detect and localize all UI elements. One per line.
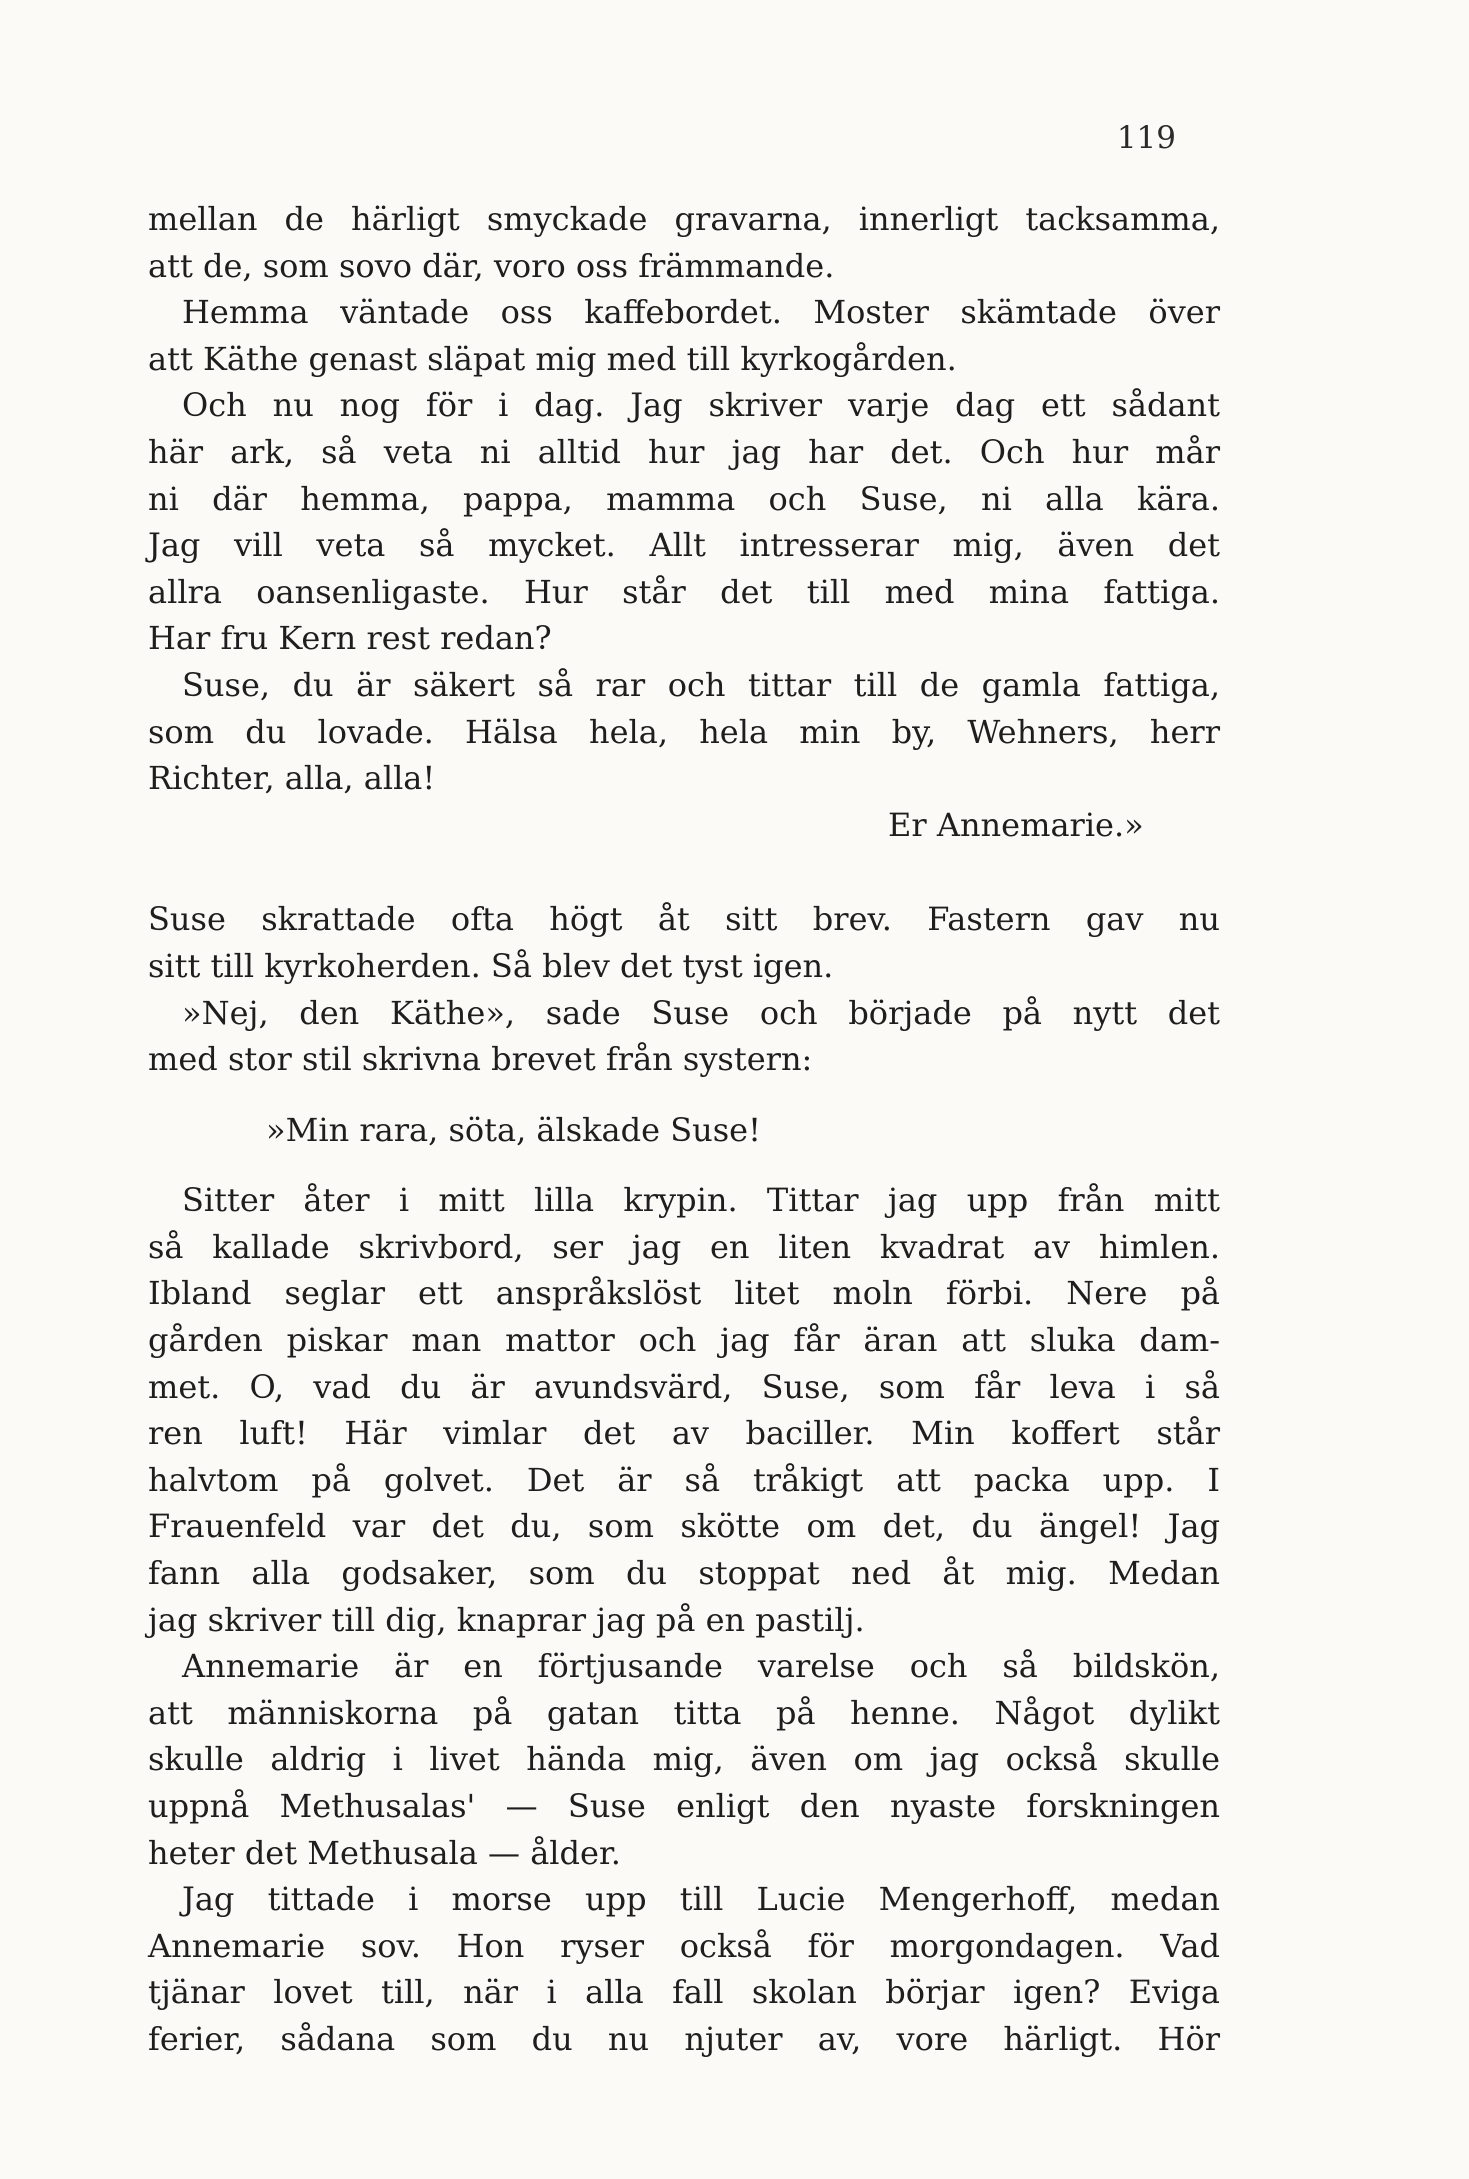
text-line: Jag tittade i morse upp till Lucie Mengerhoff, medan <box>182 1880 1220 1919</box>
text-line: Har fru Kern rest redan? <box>148 619 552 658</box>
text-line: Frauenfeld var det du, som skötte om det, du ängel! Jag <box>148 1507 1220 1546</box>
text-line: ren luft! Här vimlar det av baciller. Min koffert står <box>148 1414 1220 1453</box>
text-line: att Käthe genast släpat mig med till kyrkogården. <box>148 339 957 378</box>
text-line: Och nu nog för i dag. Jag skriver varje dag ett sådant <box>182 386 1220 425</box>
text-line: Ibland seglar ett anspråkslöst litet moln förbi. Nere på <box>148 1274 1220 1313</box>
text-line: här ark, så veta ni alltid hur jag har det. Och hur mår <box>148 432 1220 471</box>
text-line: att de, som sovo där, voro oss främmande. <box>148 246 835 285</box>
letter-signature: Er Annemarie.» <box>888 805 1144 844</box>
text-line: mellan de härligt smyckade gravarna, innerligt tacksamma, <box>148 200 1220 238</box>
text-line: Annemarie är en förtjusande varelse och så bildskön, <box>182 1647 1220 1686</box>
text-line: som du lovade. Hälsa hela, hela min by, Wehners, herr <box>148 712 1220 751</box>
letter-salutation: »Min rara, söta, älskade Suse! <box>266 1110 761 1149</box>
text-line: met. O, vad du är avundsvärd, Suse, som får leva i så <box>148 1367 1220 1406</box>
text-line: Suse, du är säkert så rar och tittar till de gamla fattiga, <box>182 665 1220 704</box>
text-line: Suse skrattade ofta högt åt sitt brev. Fastern gav nu <box>148 900 1220 939</box>
text-line: Sitter åter i mitt lilla krypin. Tittar jag upp från mitt <box>182 1181 1220 1220</box>
text-line: Hemma väntade oss kaffebordet. Moster skämtade över <box>182 293 1220 332</box>
page-number: 119 <box>1116 120 1176 156</box>
text-line: tjänar lovet till, när i alla fall skolan börjar igen? Eviga <box>148 1973 1220 2012</box>
text-line: »Nej, den Käthe», sade Suse och började på nytt det <box>182 993 1220 1032</box>
section-gap <box>148 1083 1220 1107</box>
text-line: jag skriver till dig, knaprar jag på en pastilj. <box>148 1600 865 1639</box>
text-line: ferier, sådana som du nu njuter av, vore härligt. Hör <box>148 2019 1220 2058</box>
text-line: uppnå Methusalas' — Suse enligt den nyaste forskningen <box>148 1787 1220 1825</box>
text-line: gården piskar man mattor och jag får äran att sluka dam- <box>148 1321 1220 1360</box>
text-line: Jag vill veta så mycket. Allt intresserar mig, även det <box>148 526 1220 565</box>
text-line: Annemarie sov. Hon ryser också för morgondagen. Vad <box>148 1926 1220 1965</box>
body-text <box>148 196 1220 2063</box>
text-line: så kallade skrivbord, ser jag en liten kvadrat av himlen. <box>148 1227 1220 1266</box>
text-line: skulle aldrig i livet hända mig, även om jag också skulle <box>148 1740 1220 1779</box>
text-line: halvtom på golvet. Det är så tråkigt att packa upp. I <box>148 1460 1220 1499</box>
text-line: med stor stil skrivna brevet från systern: <box>148 1040 813 1079</box>
text-line: allra oansenligaste. Hur står det till med mina fattiga. <box>148 572 1220 611</box>
text-line: fann alla godsaker, som du stoppat ned åt mig. Medan <box>148 1554 1220 1593</box>
section-gap <box>148 848 1220 896</box>
section-gap <box>148 1153 1220 1177</box>
text-line: sitt till kyrkoherden. Så blev det tyst igen. <box>148 946 834 985</box>
text-line: att människorna på gatan titta på henne. Något dylikt <box>148 1693 1220 1732</box>
text-line: Richter, alla, alla! <box>148 759 436 798</box>
text-line: heter det Methusala — ålder. <box>148 1833 621 1872</box>
text-line: ni där hemma, pappa, mamma och Suse, ni alla kära. <box>148 479 1220 518</box>
